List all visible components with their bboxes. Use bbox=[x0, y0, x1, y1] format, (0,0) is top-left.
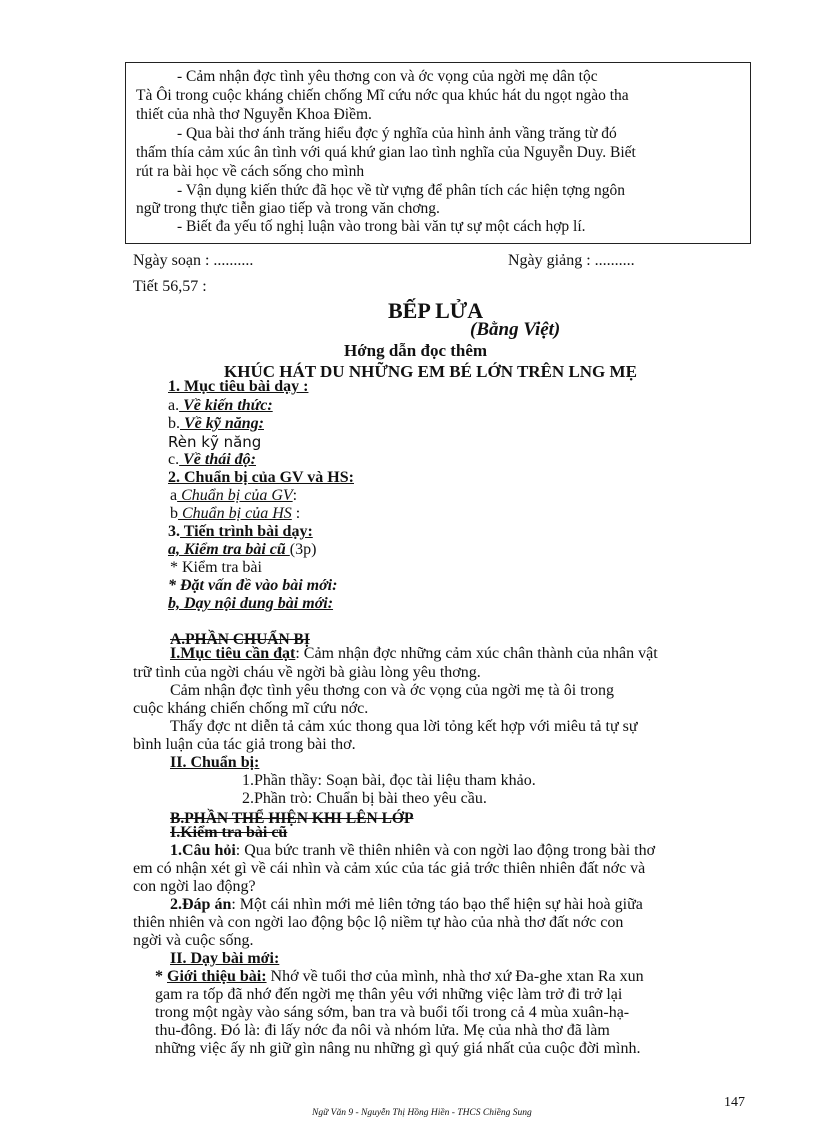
objective-line-6: rút ra bài học về cách sống cho mình bbox=[136, 163, 365, 180]
section-objectives: 1. Mục tiêu bài dạy : bbox=[168, 378, 309, 395]
objective-line-9: - Biết đa yếu tố nghị luận vào trong bài văn tự sự một cách hợp lí. bbox=[177, 218, 586, 235]
goal-line-5: Thấy đợc nt diễn tả cảm xúc thong qua lời tỏng kết hợp với miêu tả tự sự bbox=[170, 718, 638, 735]
author: (Bằng Việt) bbox=[470, 319, 561, 340]
intro-line-1-text: Nhớ về tuổi thơ của mình, nhà thơ xứ Đa-ghe xtan Ra xun bbox=[266, 968, 644, 985]
skills-text: Rèn kỹ năng bbox=[168, 433, 262, 451]
intro-line-4: thu-đông. Đó là: đi lấy nớc đa nôi và nhóm lửa. Mẹ của nhà thơ đã làm bbox=[155, 1022, 610, 1039]
intro-line-1 bbox=[155, 968, 644, 986]
teacher-prep-colon: : bbox=[292, 487, 298, 504]
page-number: 147 bbox=[724, 1095, 745, 1110]
objective-line-1: - Cảm nhận đợc tình yêu thơng con và ớc vọng của ngời mẹ dân tộc bbox=[177, 68, 598, 85]
knowledge-row bbox=[168, 397, 273, 415]
goal-line-1-text: : Cảm nhận đợc những cảm xúc chân thành của nhân vật bbox=[295, 645, 658, 662]
objective-line-7: - Vận dụng kiến thức đã học về từ vựng để phân tích các hiện tợng ngôn bbox=[177, 182, 626, 199]
page-title: BẾP LỬA bbox=[388, 298, 484, 323]
student-prep-colon: : bbox=[291, 505, 301, 522]
poem-title: KHÚC HÁT DU NHỮNG EM BÉ LỚN TRÊN LNG MẸ bbox=[224, 362, 637, 381]
prep-heading: II. Chuẩn bị: bbox=[170, 754, 260, 771]
intro-line-3: trong một ngày vào sáng sớm, ban tra và buổi tối trong cả 4 mùa xuân-hạ- bbox=[155, 1004, 630, 1021]
check-old-heading-b: I.Kiểm tra bài cũ bbox=[170, 824, 288, 841]
guide-heading: Hớng dẫn đọc thêm bbox=[344, 341, 488, 360]
lesson-number: Tiết 56,57 : bbox=[133, 278, 207, 295]
goal-line-4: cuộc kháng chiến chống mĩ cứu nớc. bbox=[133, 700, 369, 717]
objective-line-5: thấm thía cảm xúc ân tình với quá khứ gian lao tình nghĩa của Nguyễn Duy. Biết bbox=[136, 144, 636, 161]
section-preparation: 2. Chuẩn bị của GV và HS: bbox=[168, 469, 354, 486]
teach-heading: II. Dạy bài mới: bbox=[170, 950, 280, 967]
answer-line-3: ngời và cuộc sống. bbox=[133, 932, 254, 949]
answer-label: 2.Đáp án bbox=[170, 896, 232, 913]
attitude-prefix: c. bbox=[168, 451, 180, 468]
goal-line-3: Cảm nhận đợc tình yêu thơng con và ớc vọng của ngời mẹ tà ôi trong bbox=[170, 682, 614, 699]
skills-row bbox=[168, 415, 264, 433]
goal-label: I.Mục tiêu cần đạt bbox=[170, 645, 296, 662]
student-prep-row bbox=[170, 505, 300, 523]
part-b-heading: B.PHẦN THỂ HIỆN KHI LÊN LỚP bbox=[170, 810, 414, 827]
teacher-prep-heading: Chuẩn bị của GV bbox=[177, 487, 293, 504]
question-line-3: con ngời lao động? bbox=[133, 878, 256, 895]
goal-line-1 bbox=[170, 645, 658, 663]
content-heading: b, Dạy nội dung bài mới: bbox=[168, 595, 334, 612]
goal-line-2: trữ tình của ngời cháu về ngời bà giàu lòng yêu thơng. bbox=[133, 664, 481, 681]
section-procedure bbox=[168, 523, 313, 541]
goal-line-6: bình luận của tác giả trong bài thơ. bbox=[133, 736, 356, 753]
question-line-1-text: : Qua bức tranh về thiên nhiên và con ngời lao động trong bài thơ bbox=[235, 842, 656, 859]
objective-line-8: ngữ trong thực tiễn giao tiếp và trong văn chơng. bbox=[136, 200, 440, 217]
answer-line-1-text: : Một cái nhìn mới mẻ liên tởng táo bạo thể hiện sự hài hoà giữa bbox=[231, 896, 643, 913]
teach-date: Ngày giảng : .......... bbox=[508, 252, 635, 269]
procedure-prefix: 3. bbox=[168, 523, 180, 540]
check-old-time: (3p) bbox=[289, 541, 317, 558]
objective-line-4: - Qua bài thơ ánh trăng hiểu đợc ý nghĩa của hình ảnh vầng trăng từ đó bbox=[177, 125, 617, 142]
question-label: 1.Câu hỏi bbox=[170, 842, 236, 859]
teacher-prep-prefix: a bbox=[170, 487, 178, 504]
student-part: 2.Phần trò: Chuẩn bị bài theo yêu cầu. bbox=[242, 790, 487, 807]
intro-line-5: những việc ấy nh giữ gìn nâng nu những gì quý giá nhất của cuộc đời mình. bbox=[155, 1040, 641, 1057]
answer-line-1 bbox=[170, 896, 643, 914]
intro-star: * bbox=[155, 968, 163, 985]
prep-date: Ngày soạn : .......... bbox=[133, 252, 254, 269]
part-a-heading: A.PHẦN CHUẨN BỊ bbox=[170, 631, 310, 648]
skills-heading: Về kỹ năng: bbox=[180, 415, 264, 432]
teacher-part: 1.Phần thầy: Soạn bài, đọc tài liệu tham khảo. bbox=[242, 772, 536, 789]
check-item: * Kiểm tra bài bbox=[170, 559, 262, 576]
intro-label: Giới thiệu bài: bbox=[167, 968, 267, 985]
student-prep-prefix: b bbox=[170, 505, 178, 522]
student-prep-heading: Chuẩn bị của HS bbox=[178, 505, 292, 522]
knowledge-heading: Về kiến thức: bbox=[179, 397, 273, 414]
attitude-row bbox=[168, 451, 256, 469]
intro-heading: * Đặt vấn đề vào bài mới: bbox=[168, 577, 338, 594]
procedure-heading: Tiến trình bài dạy: bbox=[180, 523, 313, 540]
check-old-heading: a, Kiểm tra bài cũ bbox=[168, 541, 290, 558]
page-footer: Ngữ Văn 9 - Nguyễn Thị Hồng Hiền - THCS Chiềng Sung bbox=[312, 1108, 532, 1118]
objective-line-3: thiết của nhà thơ Nguyễn Khoa Điềm. bbox=[136, 106, 372, 123]
question-line-1 bbox=[170, 842, 655, 860]
objective-line-2: Tà Ôi trong cuộc kháng chiến chống Mĩ cứu nớc qua khúc hát du ngọt ngào tha bbox=[136, 87, 629, 104]
knowledge-prefix: a. bbox=[168, 397, 180, 414]
intro-line-2: gam ra tốp đã nhớ đến ngời mẹ thân yêu với những việc làm trở đi trở lại bbox=[155, 986, 623, 1003]
question-line-2: em có nhận xét gì về cái nhìn và cảm xúc của tác giả trớc thiên nhiên đất nớc và bbox=[133, 860, 646, 877]
answer-line-2: thiên nhiên và con ngời lao động bộc lộ niềm tự hào của nhà thơ đất nớc con bbox=[133, 914, 624, 931]
check-old-row bbox=[168, 541, 316, 559]
attitude-heading: Về thái độ: bbox=[179, 451, 256, 468]
teacher-prep-row bbox=[170, 487, 297, 505]
skills-prefix: b. bbox=[168, 415, 180, 432]
